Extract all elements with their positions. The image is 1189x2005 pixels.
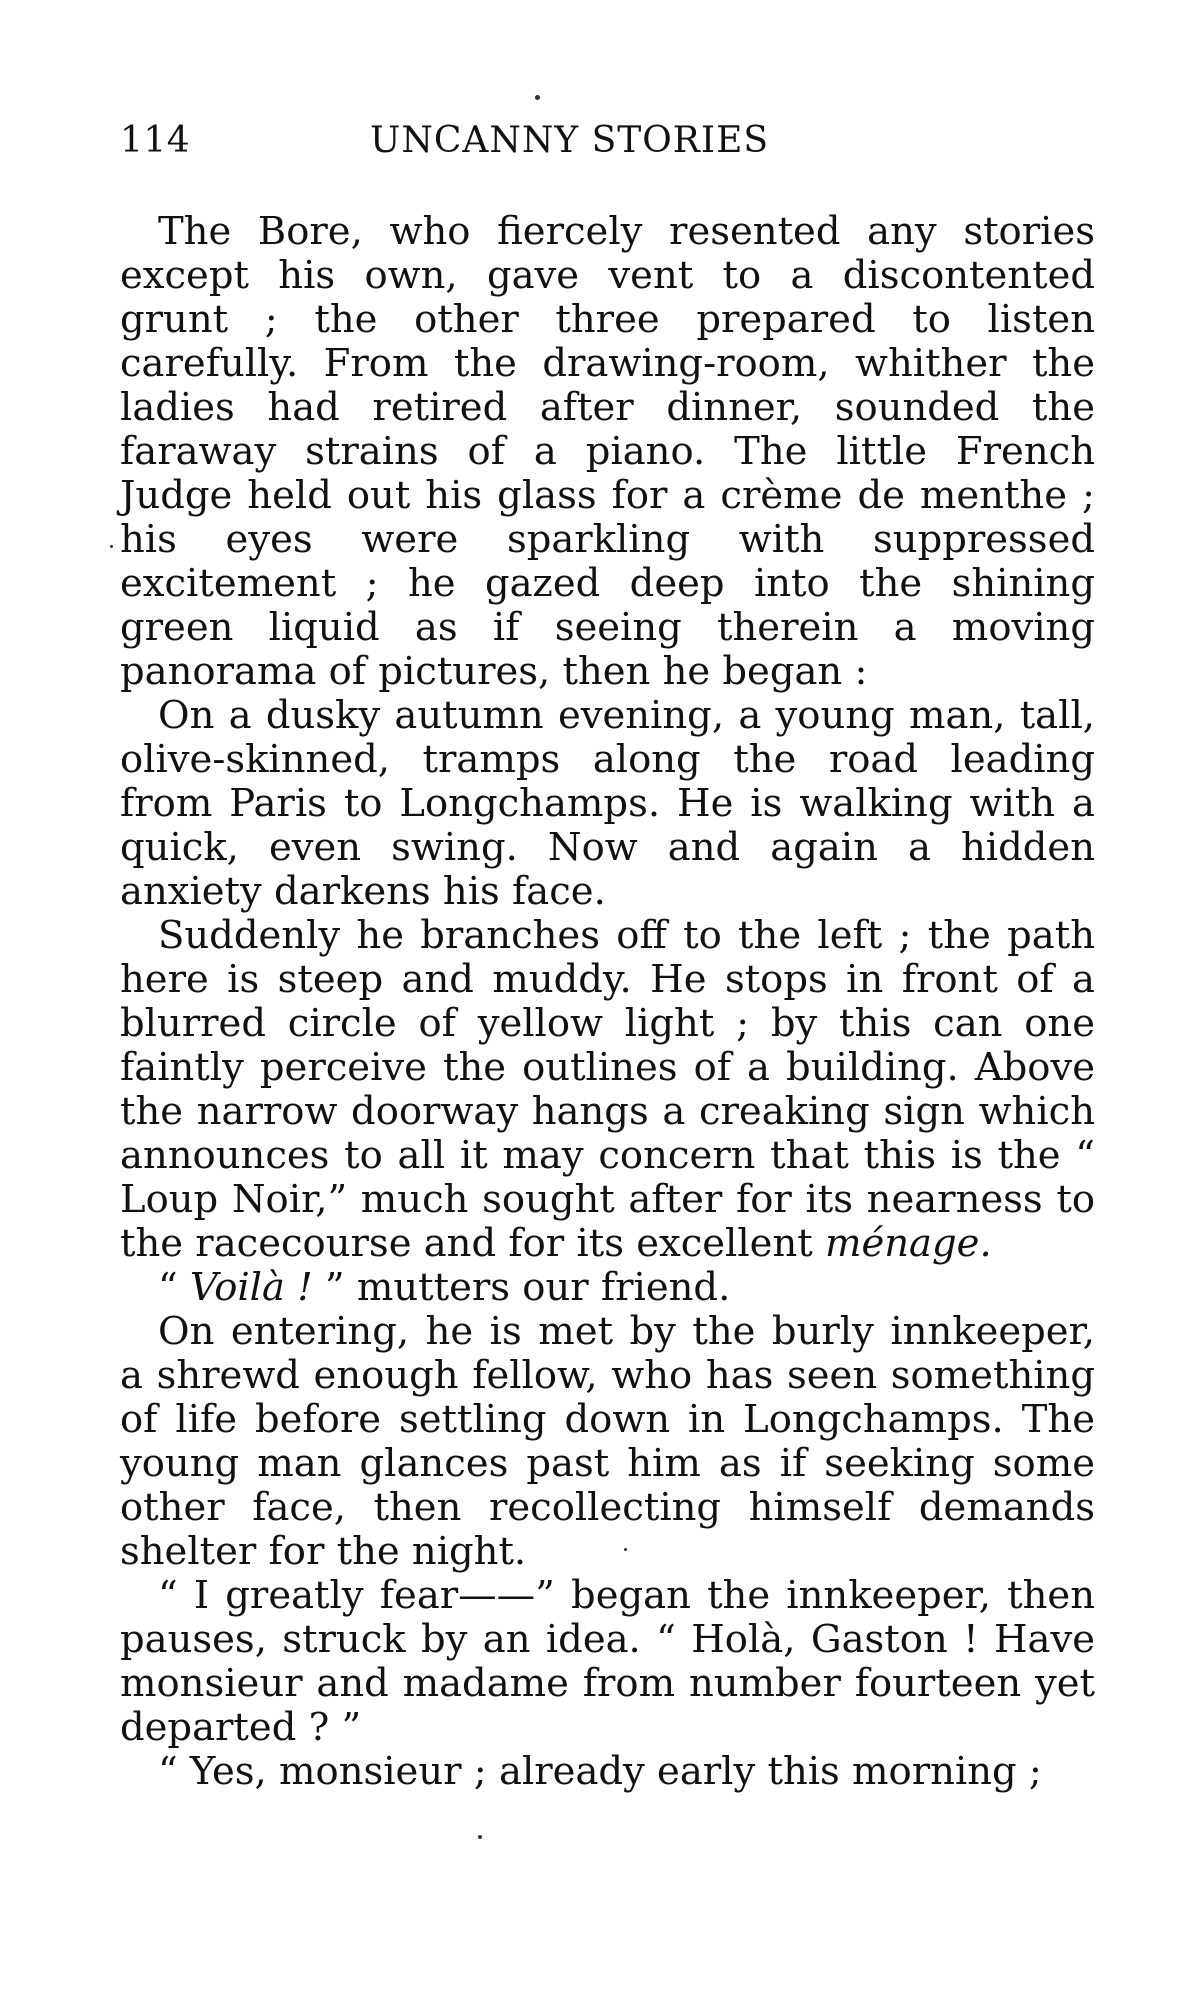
text-run: On a dusky autumn evening, a young man, tall, olive-skinned, tramps along the road leading from Paris to Longchamps. He is walking with a quick, even swing. Now and again a hidden anxiety darkens his face. <box>120 693 1095 914</box>
text-run: On entering, he is met by the burly innkeeper, a shrewd enough fellow, who has seen something of life before settling down in Longchamps. The young man glances past him as if seeking some other face, then recollecting himself demands shelter for the night. <box>120 1309 1095 1574</box>
italic-text-run: ménage. <box>824 1221 992 1266</box>
text-run: “ <box>158 1265 190 1310</box>
print-speck <box>624 1548 627 1551</box>
text-run: Suddenly he branches off to the left ; the path here is steep and muddy. He stops in front of a blurred circle of yellow light ; by this can one faintly perceive the outlines of a building. Above the narrow doorway hangs a creaking sign which announces to all it may concern that this is the “ Loup Noir,” much sought after for its nearness to the racecourse and for its excellent <box>120 913 1095 1266</box>
paragraph <box>120 1750 1095 1794</box>
text-run: “ Yes, monsieur ; already early this morning ; <box>158 1749 1042 1794</box>
page-number: 114 <box>120 120 191 161</box>
text-run: The Bore, who fiercely resented any stories except his own, gave vent to a discontented grunt ; the other three prepared to listen carefully. From the drawing-room, whither the ladies had retired after dinner, sounded the faraway strains of a piano. The little French Judge held out his glass for a crème de menthe ; his eyes were sparkling with suppressed excitement ; he gazed deep into the shining green liquid as if seeing therein a moving panorama of pictures, then he began : <box>120 209 1095 694</box>
paragraph <box>120 1310 1095 1574</box>
paragraph <box>120 210 1095 694</box>
book-title: UNCANNY STORIES <box>370 120 770 161</box>
paragraph <box>120 914 1095 1266</box>
paragraph <box>120 694 1095 914</box>
body-text <box>120 210 1095 1794</box>
print-speck <box>478 1835 482 1839</box>
italic-text-run: Voilà ! <box>189 1265 313 1310</box>
paragraph <box>120 1574 1095 1750</box>
text-run: ” mutters our friend. <box>312 1265 731 1310</box>
print-speck <box>535 95 540 100</box>
text-run: “ I greatly fear——” began the innkeeper, then pauses, struck by an idea. “ Holà, Gaston ! Have monsieur and madame from number fourteen yet departed ? ” <box>120 1573 1095 1750</box>
print-speck <box>110 545 113 548</box>
running-head <box>120 120 1095 170</box>
paragraph <box>120 1266 1095 1310</box>
